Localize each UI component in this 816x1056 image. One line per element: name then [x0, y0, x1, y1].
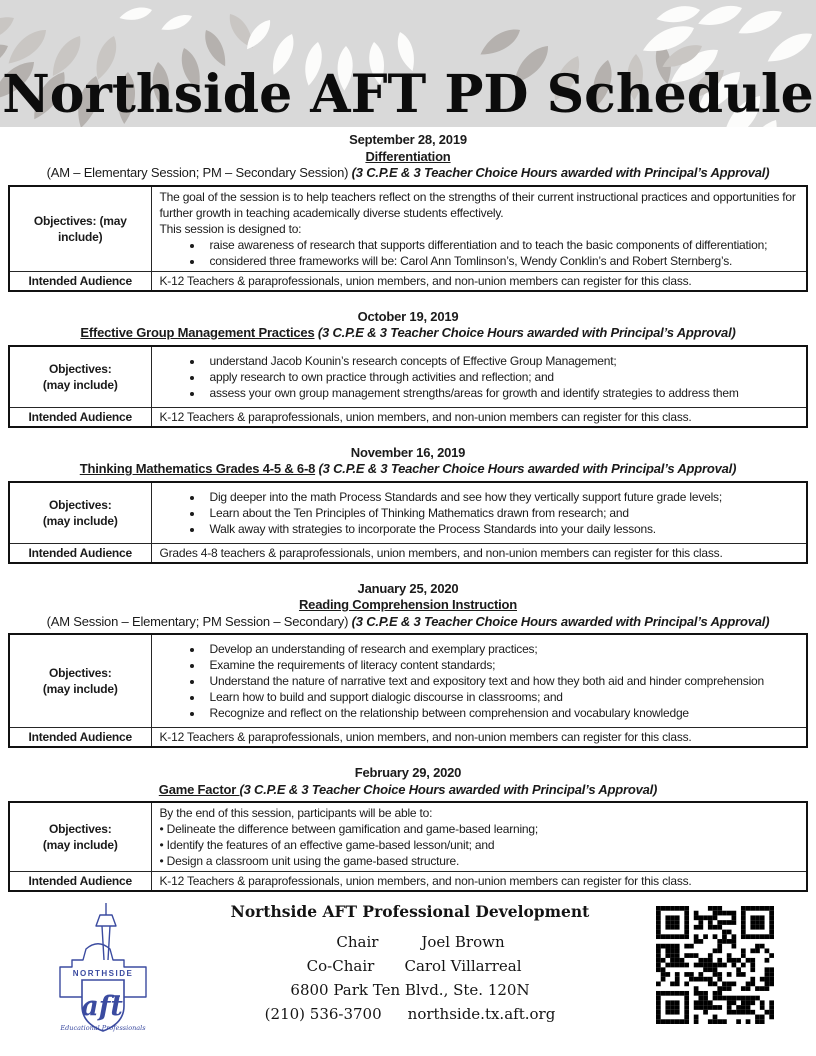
objectives-label-line: Objectives:: [49, 497, 112, 512]
audience-cell: Grades 4-8 teachers & paraprofessionals, union members, and non-union members can register for this class.: [151, 543, 807, 563]
session-title: Game Factor: [158, 781, 240, 797]
header-banner: [0, 0, 816, 127]
objectives-label-cell: [9, 634, 151, 728]
session-february: [8, 765, 808, 892]
audience-label-cell: Intended Audience: [9, 407, 151, 427]
credit-note: (3 C.P.E & 3 Teacher Choice Hours awarded with Principal’s Approval): [315, 461, 737, 476]
audience-cell: K-12 Teachers & paraprofessionals, union members, and non-union members can register for this class.: [151, 728, 807, 748]
chair-label: Chair: [336, 933, 379, 951]
qr-code: [656, 906, 776, 1029]
audience-label-cell: Intended Audience: [9, 543, 151, 563]
phone-website-line: [164, 1002, 656, 1026]
northside-aft-logo: [44, 900, 164, 1037]
session-title: Reading Comprehension Instruction: [298, 597, 518, 612]
objectives-list: [160, 353, 799, 401]
session-october: [8, 309, 808, 428]
session-title-line: [8, 149, 808, 166]
chair-row: [164, 930, 656, 954]
session-info: (AM Session – Elementary; PM Session – Secondary): [46, 613, 352, 629]
session-november: [8, 445, 808, 564]
objective-item: • assess your own group management strengths/areas for growth and identify strategies to address them: [204, 385, 799, 401]
objective-item: • Walk away with strategies to incorporate the Process Standards into your daily lessons.: [204, 521, 799, 537]
objectives-cell: [151, 186, 807, 272]
session-info: (AM – Elementary Session; PM – Secondary Session): [46, 165, 352, 180]
objectives-cell: [151, 634, 807, 728]
objective-item: • Understand the nature of narrative text and expository text and how they both aid and hinder comprehension: [204, 673, 799, 689]
audience-row: [9, 543, 807, 563]
objectives-row: [9, 346, 807, 408]
audience-cell: K-12 Teachers & paraprofessionals, union members, and non-union members can register for this class.: [151, 872, 807, 892]
qr-code-icon: [656, 906, 774, 1024]
session-table: [8, 801, 808, 892]
session-january: [8, 581, 808, 749]
logo-aft-text: aft: [81, 991, 123, 1022]
audience-cell: K-12 Teachers & paraprofessionals, union members, and non-union members can register for this class.: [151, 407, 807, 427]
session-subtitle-line: [8, 614, 808, 631]
schedule-body: [0, 132, 816, 892]
session-title-line: [8, 597, 808, 614]
objectives-intro: The goal of the session is to help teachers reflect on the strengths of their current instructional practices and opportunities for further growth in teaching academically diverse students effectively.: [159, 189, 796, 220]
objective-item: • raise awareness of research that supports differentiation and to teach the basic components of differentiation;: [204, 237, 799, 253]
session-title: Differentiation: [365, 148, 451, 164]
objectives-cell: [151, 482, 807, 544]
cochair-label: Co-Chair: [306, 957, 375, 975]
objectives-row: [9, 482, 807, 544]
credit-note: (3 C.P.E & 3 Teacher Choice Hours awarded with Principal’s Approval): [351, 613, 770, 629]
chair-name: Joel Brown: [421, 933, 505, 951]
objectives-label-cell: Objectives: (may include): [9, 186, 151, 272]
page-title: Northside AFT PD Schedule: [2, 64, 814, 126]
session-table: [8, 345, 808, 428]
objective-item: • Identify the features of an effective game-based lesson/unit; and: [160, 837, 799, 853]
audience-row: [9, 407, 807, 427]
objectives-label-line: (may include): [42, 377, 118, 392]
objective-item: • apply research to own practice through activities and reflection; and: [204, 369, 799, 385]
audience-label-cell: Intended Audience: [9, 271, 151, 291]
objective-item: • Learn about the Ten Principles of Thinking Mathematics drawn from research; and: [204, 505, 799, 521]
session-september: [8, 132, 808, 292]
objective-item: • considered three frameworks will be: Carol Ann Tomlinson’s, Wendy Conklin’s and Robert Sternberg’s.: [204, 253, 799, 269]
address-line: 6800 Park Ten Blvd., Ste. 120N: [290, 981, 530, 999]
objectives-list: [160, 641, 799, 721]
objectives-label-line: Objectives:: [49, 361, 112, 376]
credit-note: (3 C.P.E & 3 Teacher Choice Hours awarded with Principal’s Approval): [351, 165, 770, 180]
cochair-name: Carol Villarreal: [404, 957, 522, 975]
session-date: October 19, 2019: [357, 308, 459, 324]
objectives-cell: [151, 802, 807, 872]
objectives-cell: [151, 346, 807, 408]
session-title-line: [8, 325, 808, 342]
session-table: [8, 481, 808, 564]
logo-org-text: NORTHSIDE: [72, 969, 134, 978]
objectives-row: [9, 802, 807, 872]
northside-aft-logo-icon: [44, 900, 162, 1032]
objectives-label-line: Objectives:: [49, 666, 112, 680]
session-title-line: [8, 782, 808, 799]
credit-note: (3 C.P.E & 3 Teacher Choice Hours awarded with Principal’s Approval): [239, 781, 658, 797]
objective-item: • Design a classroom unit using the game-based structure.: [160, 853, 799, 869]
objectives-label-line: Objectives:: [49, 822, 112, 836]
audience-label-cell: Intended Audience: [9, 728, 151, 748]
session-title: Effective Group Management Practices: [80, 325, 315, 340]
objectives-label-line: (may include): [42, 513, 118, 528]
audience-row: [9, 872, 807, 892]
website-url: northside.tx.aft.org: [407, 1005, 556, 1023]
objective-item: • Dig deeper into the math Process Standards and see how they vertically support future grade levels;: [204, 489, 799, 505]
audience-cell: K-12 Teachers & paraprofessionals, union members, and non-union members can register for this class.: [151, 271, 807, 291]
audience-label-cell: Intended Audience: [9, 872, 151, 892]
session-title: Thinking Mathematics Grades 4-5 & 6-8: [79, 461, 316, 476]
session-table: [8, 185, 808, 292]
objective-item: • Learn how to build and support dialogic discourse in classrooms; and: [204, 689, 799, 705]
objectives-intro: This session is designed to:: [159, 221, 302, 236]
objectives-row: [9, 634, 807, 728]
objective-item: • understand Jacob Kounin’s research concepts of Effective Group Management;: [204, 353, 799, 369]
logo-caption-text: Educational Professionals: [60, 1024, 146, 1032]
objectives-row: [9, 186, 807, 272]
session-date: September 28, 2019: [349, 132, 467, 147]
objectives-label-cell: [9, 346, 151, 408]
objectives-label-cell: [9, 482, 151, 544]
session-date: November 16, 2019: [350, 444, 466, 460]
phone-number: (210) 536-3700: [264, 1005, 382, 1023]
footer: [0, 892, 816, 1037]
objectives-label-cell: [9, 802, 151, 872]
session-subtitle-line: [8, 165, 808, 182]
objectives-list: [160, 489, 799, 537]
session-date: February 29, 2020: [354, 765, 462, 780]
objectives-list: [160, 237, 799, 269]
audience-row: [9, 271, 807, 291]
objectives-intro: By the end of this session, participants will be able to:: [159, 806, 433, 820]
cochair-row: [164, 954, 656, 978]
objectives-label-line: (may include): [42, 682, 118, 696]
session-title-line: [8, 461, 808, 478]
session-table: [8, 633, 808, 748]
session-date: January 25, 2020: [357, 580, 459, 596]
credit-note: (3 C.P.E & 3 Teacher Choice Hours awarded with Principal’s Approval): [314, 325, 736, 340]
objective-item: • Recognize and reflect on the relationship between comprehension and vocabulary knowledge: [204, 705, 799, 721]
objective-item: • Delineate the difference between gamification and game-based learning;: [160, 821, 799, 837]
audience-row: [9, 728, 807, 748]
footer-heading: Northside AFT Professional Development: [230, 902, 590, 921]
objective-item: • Develop an understanding of research and exemplary practices;: [204, 641, 799, 657]
objectives-label-line: (may include): [42, 838, 118, 852]
objective-item: • Examine the requirements of literacy content standards;: [204, 657, 799, 673]
footer-contact-block: [164, 898, 656, 1026]
